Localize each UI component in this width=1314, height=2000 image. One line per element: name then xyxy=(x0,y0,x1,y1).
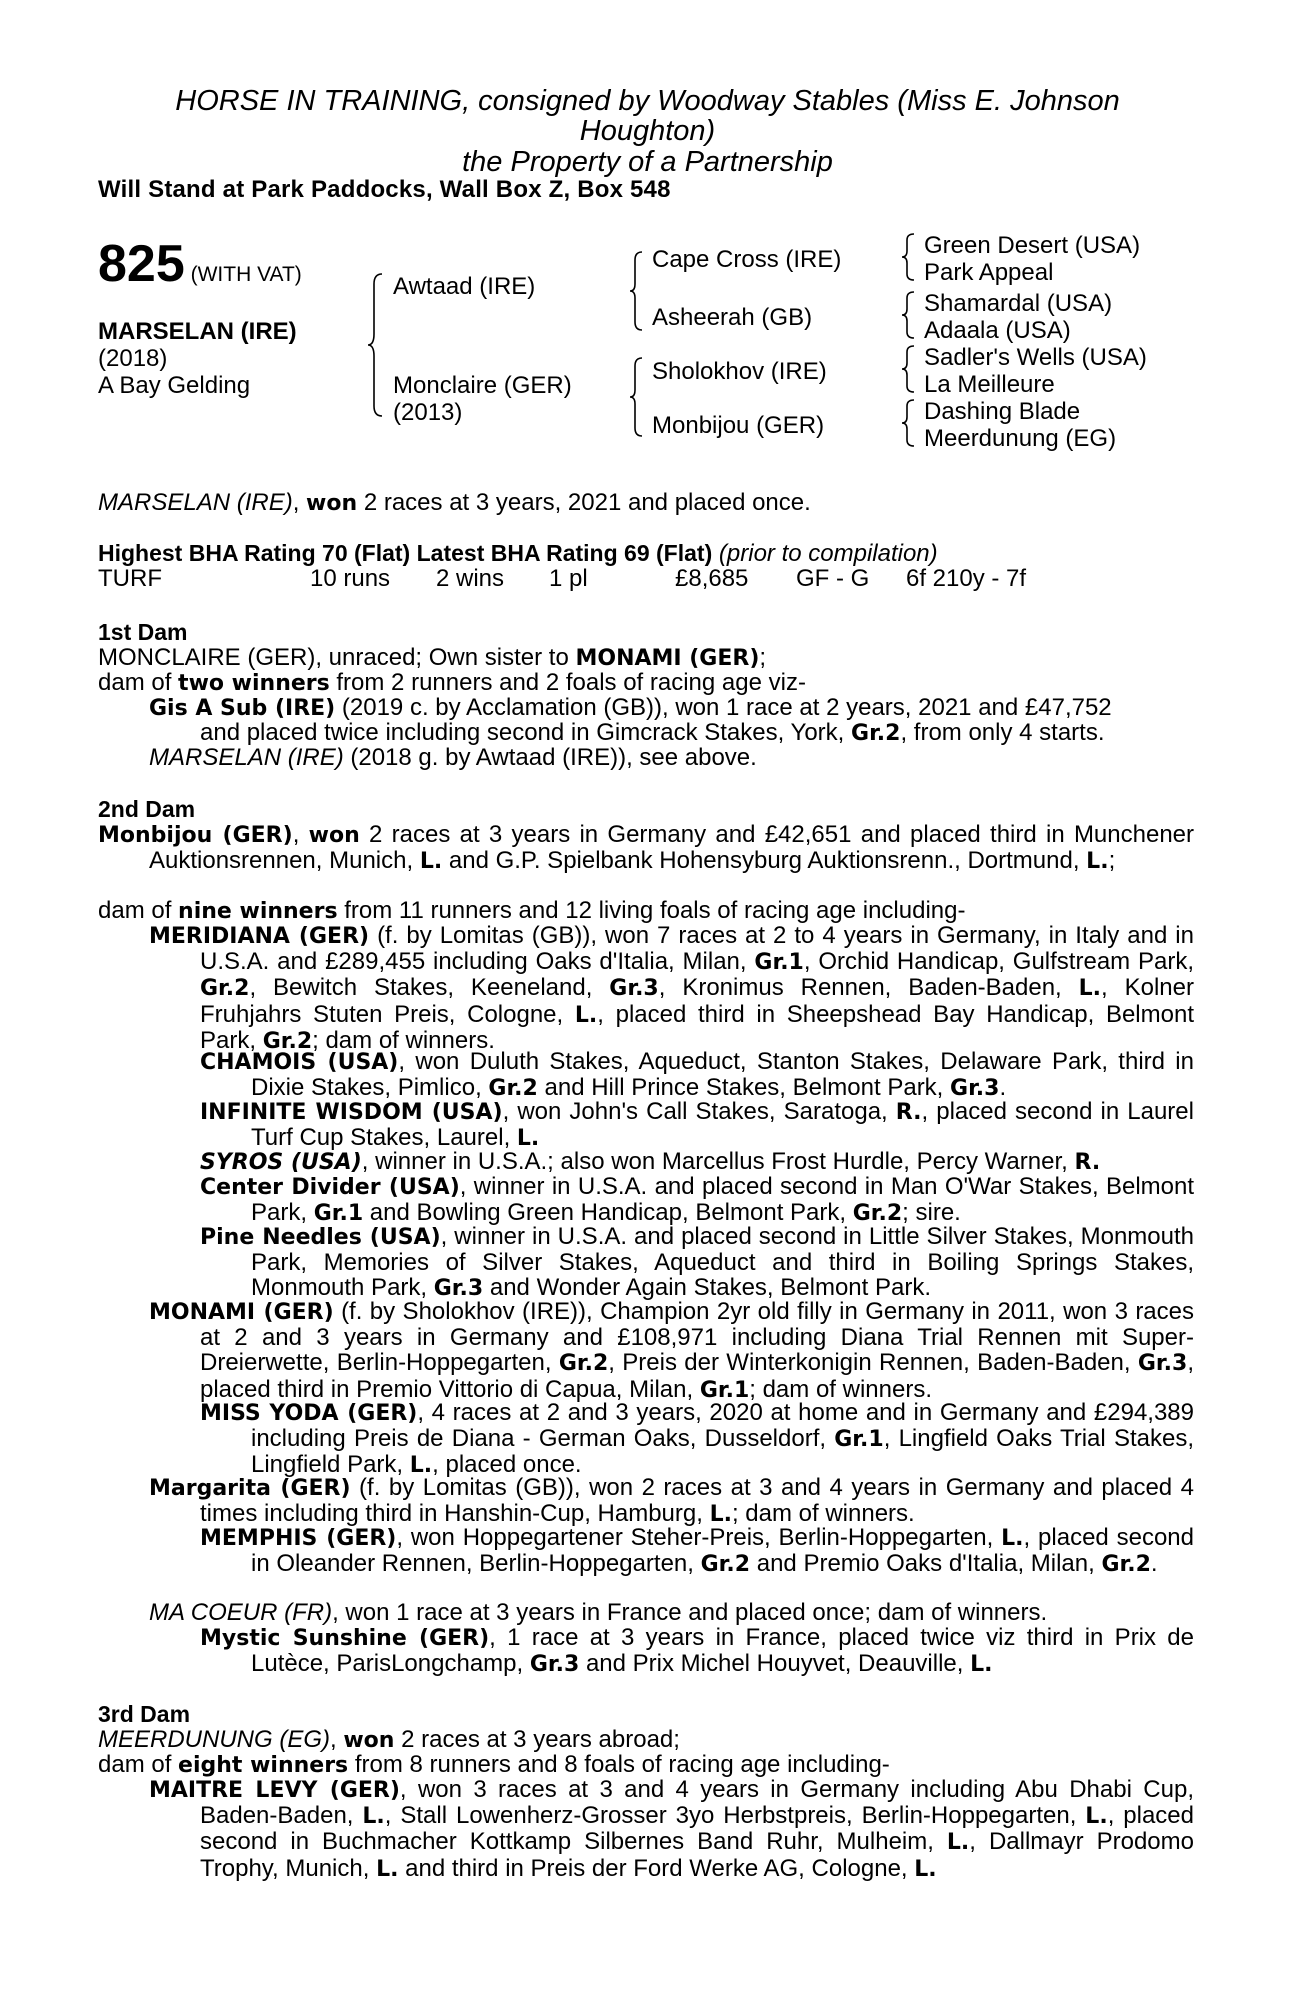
syros-entry: SYROS (USA), winner in U.S.A.; also won Marcellus Frost Hurdle, Percy Warner, R. xyxy=(200,1148,1101,1175)
second-dam-produce-line: dam of nine winners from 11 runners and 12 living foals of racing age including- xyxy=(98,897,966,924)
race-record xyxy=(98,566,1198,592)
center-divider-entry: Center Divider (USA), winner in U.S.A. and placed second in Man O'War Stakes, Belmont Park, Gr.1 and Bowling Green Handicap, Belmont Park, Gr.2; sire. xyxy=(200,1173,1195,1227)
pedigree-sire: Awtaad (IRE) xyxy=(393,273,536,300)
record-surface: TURF xyxy=(98,565,162,592)
summary-name: MARSELAN (IRE) xyxy=(98,489,293,516)
bha-rating-bold: Highest BHA Rating 70 (Flat) Latest BHA Rating 69 (Flat) xyxy=(98,540,713,566)
record-going: GF - G xyxy=(796,565,870,592)
record-distance: 6f 210y - 7f xyxy=(906,565,1027,592)
chamois-entry: CHAMOIS (USA), won Duluth Stakes, Aqueduct, Stanton Stakes, Delaware Park, third in Dixie Stakes, Pimlico, Gr.2 and Hill Prince Stakes, Belmont Park, Gr.3. xyxy=(200,1048,1194,1102)
maitre-levy-entry: MAITRE LEVY (GER), won 3 races at 3 and 4 years in Germany including Abu Dhabi Cup, Baden-Baden, L., Stall Lowenherz-Grosser 3yo Herbstpreis, Berlin-Hoppegarten, L., placed second in Buchmacher Kottkamp Silbernes Band Ruhr, Mulheim, L., Dallmayr Prodomo Trophy, Munich, L. and third in Preis der Ford Werke AG, Cologne, L. xyxy=(149,1776,1195,1882)
mystic-sunshine-entry: Mystic Sunshine (GER), 1 race at 3 years in France, placed twice viz third in Prix de Lutèce, ParisLongchamp, Gr.3 and Prix Michel Houyvet, Deauville, L. xyxy=(200,1624,1194,1678)
horse-description: A Bay Gelding xyxy=(98,372,251,399)
marselan-entry: MARSELAN (IRE) (2018 g. by Awtaad (IRE)), see above. xyxy=(149,744,757,771)
third-dam-title: 3rd Dam xyxy=(98,1701,191,1727)
pedigree-brace-dam xyxy=(628,356,646,438)
third-dam-line-2: dam of eight winners from 8 runners and 8 foals of racing age including- xyxy=(98,1751,890,1778)
vat-label: (WITH VAT) xyxy=(190,263,302,286)
monbijou-entry: Monbijou (GER), won 2 races at 3 years in Germany and £42,651 and placed third in Munchener Auktionsrennen, Munich, L. and G.P. Spielbank Hohensyburg Auktionsrenn., Dortmund, L.; xyxy=(98,821,1195,875)
horse-year: (2018) xyxy=(98,345,168,372)
lot-number-value: 825 xyxy=(98,235,185,293)
pedigree-dam-year: (2013) xyxy=(393,399,463,426)
first-dam-line-2: dam of two winners from 2 runners and 2 foals of racing age viz- xyxy=(98,669,806,696)
monami-entry: MONAMI (GER) (f. by Sholokhov (IRE)), Champion 2yr old filly in Germany in 2011, won 3 races at 2 and 3 years in Germany and £108,971 including Diana Trial Rennen mit Super-Dreierwette, Berlin-Hoppegarten, Gr.2, Preis der Winterkonigin Rennen, Baden-Baden, Gr.3, placed third in Premio Vittorio di Capua, Milan, Gr.1; dam of winners. xyxy=(149,1298,1195,1403)
pedigree-ddd: Meerdunung (EG) xyxy=(924,425,1117,452)
header-line-1: HORSE IN TRAINING, consigned by Woodway Stables (Miss E. Johnson xyxy=(175,85,1120,117)
race-summary: MARSELAN (IRE), won 2 races at 3 years, 2021 and placed once. xyxy=(98,489,811,516)
pedigree-dam: Monclaire (GER) xyxy=(393,372,572,399)
second-dam-title: 2nd Dam xyxy=(98,796,196,822)
lot-number xyxy=(98,235,302,301)
record-placed: 1 pl xyxy=(549,565,588,592)
pedigree-dds: Dashing Blade xyxy=(924,398,1081,425)
miss-yoda-entry: MISS YODA (GER), 4 races at 2 and 3 years, 2020 at home and in Germany and £294,389 including Preis de Diana - German Oaks, Dusseldorf, Gr.1, Lingfield Oaks Trial Stakes, Lingfield Park, L., placed once. xyxy=(200,1399,1195,1479)
gis-a-sub-entry: Gis A Sub (IRE) (2019 c. by Acclamation (GB)), won 1 race at 2 years, 2021 and £47,752 xyxy=(149,694,1112,721)
third-dam-line-1: MEERDUNUNG (EG), won 2 races at 3 years abroad; xyxy=(98,1726,680,1753)
pedigree-brace-sd xyxy=(900,290,918,340)
horse-name: MARSELAN (IRE) xyxy=(98,318,297,345)
infinite-wisdom-entry: INFINITE WISDOM (USA), won John's Call Stakes, Saratoga, R., placed second in Laurel Turf Cup Stakes, Laurel, L. xyxy=(200,1098,1194,1152)
record-runs: 10 runs xyxy=(310,565,391,592)
pedigree-sss: Green Desert (USA) xyxy=(924,232,1141,259)
first-dam-line-1: MONCLAIRE (GER), unraced; Own sister to MONAMI (GER); xyxy=(98,644,767,671)
record-wins: 2 wins xyxy=(436,565,505,592)
bha-rating xyxy=(98,541,938,566)
pedigree-sire-dam: Asheerah (GB) xyxy=(652,304,813,331)
pedigree-brace-sire xyxy=(628,250,646,332)
memphis-entry: MEMPHIS (GER), won Hoppegartener Steher-Preis, Berlin-Hoppegarten, L., placed second in Oleander Rennen, Berlin-Hoppegarten, Gr.2 and Premio Oaks d'Italia, Milan, Gr.2. xyxy=(200,1524,1194,1578)
stand-location: Will Stand at Park Paddocks, Wall Box Z, Box 548 xyxy=(98,176,671,203)
pedigree-dam-sire: Sholokhov (IRE) xyxy=(652,358,827,385)
ma-coeur-entry: MA COEUR (FR), won 1 race at 3 years in France and placed once; dam of winners. xyxy=(149,1599,1048,1626)
summary-won: won xyxy=(306,491,358,516)
gis-a-sub-entry-cont: and placed twice including second in Gimcrack Stakes, York, Gr.2, from only 4 starts. xyxy=(200,719,1105,746)
header-line-3: the Property of a Partnership xyxy=(462,146,833,178)
header-line-2: Houghton) xyxy=(579,115,716,147)
first-dam-title: 1st Dam xyxy=(98,619,188,645)
bha-rating-note: (prior to compilation) xyxy=(718,540,938,567)
pedigree-brace-main xyxy=(366,272,388,418)
pedigree-brace-dd xyxy=(900,398,918,448)
pedigree-sdd: Adaala (USA) xyxy=(924,317,1071,344)
pedigree-ssd: Park Appeal xyxy=(924,259,1054,286)
summary-rest: 2 races at 3 years, 2021 and placed once. xyxy=(357,489,811,516)
pedigree-brace-ss xyxy=(900,232,918,282)
pedigree-sds: Shamardal (USA) xyxy=(924,290,1113,317)
pedigree-dam-dam: Monbijou (GER) xyxy=(652,412,825,439)
pine-needles-entry: Pine Needles (USA), winner in U.S.A. and placed second in Little Silver Stakes, Monmouth Park, Memories of Silver Stakes, Aqueduct and third in Boiling Springs Stakes, Monmouth Park, Gr.3 and Wonder Again Stakes, Belmont Park. xyxy=(200,1223,1194,1302)
pedigree-brace-ds xyxy=(900,344,918,394)
meridiana-entry: MERIDIANA (GER) (f. by Lomitas (GB)), won 7 races at 2 to 4 years in Germany, in Italy and in U.S.A. and £289,455 including Oaks d'Italia, Milan, Gr.1, Orchid Handicap, Gulfstream Park, Gr.2, Bewitch Stakes, Keeneland, Gr.3, Kronimus Rennen, Baden-Baden, L., Kolner Fruhjahrs Stuten Preis, Cologne, L., placed third in Sheepshead Bay Handicap, Belmont Park, Gr.2; dam of winners. xyxy=(149,922,1195,1054)
pedigree-dsd: La Meilleure xyxy=(924,371,1055,398)
record-prize: £8,685 xyxy=(675,565,749,592)
margarita-entry: Margarita (GER) (f. by Lomitas (GB)), won 2 races at 3 and 4 years in Germany and placed 4 times including third in Hanshin-Cup, Hamburg, L.; dam of winners. xyxy=(149,1474,1194,1528)
pedigree-sire-sire: Cape Cross (IRE) xyxy=(652,246,842,273)
pedigree-dss: Sadler's Wells (USA) xyxy=(924,344,1147,371)
